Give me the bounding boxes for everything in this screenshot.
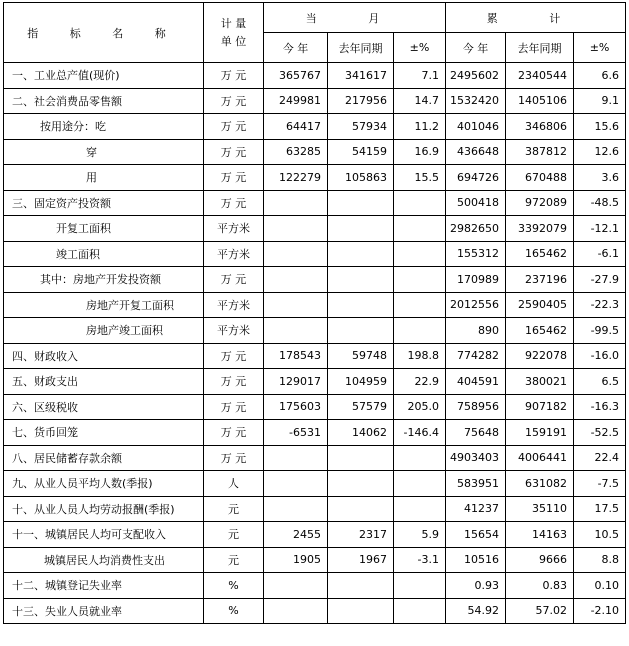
cum-last-year: 159191 — [506, 420, 574, 446]
header-month-change: ±% — [394, 33, 446, 63]
month-change: 5.9 — [394, 522, 446, 548]
month-this-year: -6531 — [264, 420, 328, 446]
cum-this-year: 4903403 — [446, 445, 506, 471]
cum-last-year: 380021 — [506, 369, 574, 395]
indicator-name: 五、财政支出 — [4, 369, 204, 395]
table-row — [4, 573, 626, 599]
unit-cell: 万 元 — [204, 267, 264, 293]
month-change — [394, 267, 446, 293]
unit-cell: 人 — [204, 471, 264, 497]
indicator-name: 十一、城镇居民人均可支配收入 — [4, 522, 204, 548]
cum-change: 22.4 — [574, 445, 626, 471]
cum-this-year: 10516 — [446, 547, 506, 573]
month-last-year — [328, 190, 394, 216]
unit-cell: % — [204, 598, 264, 624]
month-this-year — [264, 241, 328, 267]
month-last-year: 217956 — [328, 88, 394, 114]
unit-cell: 万 元 — [204, 165, 264, 191]
indicator-name: 竣工面积 — [4, 241, 204, 267]
cum-this-year: 2982650 — [446, 216, 506, 242]
unit-cell: 万 元 — [204, 369, 264, 395]
indicator-name: 十三、失业人员就业率 — [4, 598, 204, 624]
header-cum-last-year: 去年同期 — [506, 33, 574, 63]
indicator-name: 九、从业人员平均人数(季报) — [4, 471, 204, 497]
cum-change: -99.5 — [574, 318, 626, 344]
header-unit-line1: 计 量 — [220, 16, 247, 30]
cum-last-year: 9666 — [506, 547, 574, 573]
indicator-name: 八、居民储蓄存款余额 — [4, 445, 204, 471]
cum-change: 0.10 — [574, 573, 626, 599]
month-this-year: 64417 — [264, 114, 328, 140]
cum-last-year: 57.02 — [506, 598, 574, 624]
unit-cell: 元 — [204, 522, 264, 548]
month-last-year — [328, 496, 394, 522]
cum-this-year: 41237 — [446, 496, 506, 522]
header-month-last-year: 去年同期 — [328, 33, 394, 63]
cum-last-year: 631082 — [506, 471, 574, 497]
unit-cell: 万 元 — [204, 63, 264, 89]
table-row — [4, 216, 626, 242]
month-last-year — [328, 241, 394, 267]
month-last-year: 105863 — [328, 165, 394, 191]
header-cum-this-year: 今 年 — [446, 33, 506, 63]
cum-this-year: 890 — [446, 318, 506, 344]
month-this-year — [264, 190, 328, 216]
table-row — [4, 394, 626, 420]
header-month-this-year: 今 年 — [264, 33, 328, 63]
month-change: -146.4 — [394, 420, 446, 446]
cum-change: -52.5 — [574, 420, 626, 446]
month-last-year — [328, 318, 394, 344]
month-this-year — [264, 598, 328, 624]
month-change: 15.5 — [394, 165, 446, 191]
month-change — [394, 573, 446, 599]
unit-cell: 元 — [204, 547, 264, 573]
table-row — [4, 598, 626, 624]
cum-change: -2.10 — [574, 598, 626, 624]
table-header — [4, 3, 626, 63]
cum-change: -48.5 — [574, 190, 626, 216]
month-change: 22.9 — [394, 369, 446, 395]
table-row — [4, 63, 626, 89]
month-change — [394, 241, 446, 267]
cum-change: 9.1 — [574, 88, 626, 114]
unit-cell: 万 元 — [204, 190, 264, 216]
indicator-name: 房地产竣工面积 — [4, 318, 204, 344]
cum-this-year: 436648 — [446, 139, 506, 165]
month-last-year: 2317 — [328, 522, 394, 548]
cum-last-year: 35110 — [506, 496, 574, 522]
cum-this-year: 758956 — [446, 394, 506, 420]
indicator-name: 十、从业人员人均劳动报酬(季报) — [4, 496, 204, 522]
month-change: -3.1 — [394, 547, 446, 573]
indicator-name: 穿 — [4, 139, 204, 165]
month-change: 205.0 — [394, 394, 446, 420]
table-row — [4, 139, 626, 165]
month-last-year — [328, 471, 394, 497]
table-row — [4, 496, 626, 522]
unit-cell: 平方米 — [204, 318, 264, 344]
month-this-year: 1905 — [264, 547, 328, 573]
indicator-name: 其中：房地产开发投资额 — [4, 267, 204, 293]
month-last-year — [328, 216, 394, 242]
month-last-year — [328, 598, 394, 624]
cum-last-year: 14163 — [506, 522, 574, 548]
month-this-year: 249981 — [264, 88, 328, 114]
cum-last-year: 0.83 — [506, 573, 574, 599]
month-this-year: 122279 — [264, 165, 328, 191]
table-row — [4, 88, 626, 114]
cum-this-year: 500418 — [446, 190, 506, 216]
table-row — [4, 471, 626, 497]
cum-change: -6.1 — [574, 241, 626, 267]
month-last-year: 57934 — [328, 114, 394, 140]
month-this-year: 365767 — [264, 63, 328, 89]
unit-cell: 平方米 — [204, 216, 264, 242]
month-change: 198.8 — [394, 343, 446, 369]
table-row — [4, 547, 626, 573]
unit-cell: 万 元 — [204, 445, 264, 471]
cum-change: 17.5 — [574, 496, 626, 522]
month-this-year — [264, 573, 328, 599]
cum-this-year: 15654 — [446, 522, 506, 548]
statistics-table — [3, 2, 626, 624]
month-change — [394, 496, 446, 522]
cum-change: 10.5 — [574, 522, 626, 548]
indicator-name: 七、货币回笼 — [4, 420, 204, 446]
unit-cell: 万 元 — [204, 88, 264, 114]
indicator-name: 按用途分：吃 — [4, 114, 204, 140]
month-change: 14.7 — [394, 88, 446, 114]
unit-cell: 平方米 — [204, 292, 264, 318]
indicator-name: 六、区级税收 — [4, 394, 204, 420]
unit-cell: 平方米 — [204, 241, 264, 267]
cum-last-year: 3392079 — [506, 216, 574, 242]
cum-this-year: 694726 — [446, 165, 506, 191]
cum-change: 15.6 — [574, 114, 626, 140]
month-this-year: 178543 — [264, 343, 328, 369]
month-this-year — [264, 318, 328, 344]
month-last-year — [328, 267, 394, 293]
header-cumulative: 累 计 — [446, 3, 626, 33]
unit-cell: 万 元 — [204, 114, 264, 140]
table-row — [4, 318, 626, 344]
cum-this-year: 75648 — [446, 420, 506, 446]
cum-last-year: 1405106 — [506, 88, 574, 114]
cum-this-year: 1532420 — [446, 88, 506, 114]
month-this-year: 129017 — [264, 369, 328, 395]
month-this-year: 175603 — [264, 394, 328, 420]
cum-last-year: 346806 — [506, 114, 574, 140]
cum-change: 3.6 — [574, 165, 626, 191]
cum-last-year: 165462 — [506, 318, 574, 344]
month-change — [394, 598, 446, 624]
month-this-year — [264, 292, 328, 318]
header-unit-line2: 单 位 — [220, 34, 247, 48]
header-current-month: 当 月 — [264, 3, 446, 33]
month-last-year — [328, 445, 394, 471]
month-this-year — [264, 471, 328, 497]
indicator-name: 房地产开复工面积 — [4, 292, 204, 318]
header-indicator: 指 标 名 称 — [4, 3, 204, 63]
month-last-year: 59748 — [328, 343, 394, 369]
month-last-year: 104959 — [328, 369, 394, 395]
cum-last-year: 2340544 — [506, 63, 574, 89]
month-change — [394, 292, 446, 318]
cum-change: -22.3 — [574, 292, 626, 318]
table-row — [4, 420, 626, 446]
cum-this-year: 2495602 — [446, 63, 506, 89]
indicator-name: 城镇居民人均消费性支出 — [4, 547, 204, 573]
indicator-name: 四、财政收入 — [4, 343, 204, 369]
indicator-name: 二、社会消费品零售额 — [4, 88, 204, 114]
month-last-year: 57579 — [328, 394, 394, 420]
unit-cell: 万 元 — [204, 139, 264, 165]
cum-change: -27.9 — [574, 267, 626, 293]
month-change — [394, 318, 446, 344]
cum-last-year: 165462 — [506, 241, 574, 267]
unit-cell: % — [204, 573, 264, 599]
cum-this-year: 54.92 — [446, 598, 506, 624]
month-last-year: 14062 — [328, 420, 394, 446]
cum-change: 6.6 — [574, 63, 626, 89]
month-last-year: 341617 — [328, 63, 394, 89]
cum-last-year: 972089 — [506, 190, 574, 216]
month-this-year: 63285 — [264, 139, 328, 165]
month-this-year — [264, 445, 328, 471]
month-change — [394, 190, 446, 216]
cum-change: -7.5 — [574, 471, 626, 497]
indicator-name: 用 — [4, 165, 204, 191]
cum-last-year: 237196 — [506, 267, 574, 293]
cum-last-year: 2590405 — [506, 292, 574, 318]
cum-this-year: 2012556 — [446, 292, 506, 318]
indicator-name: 开复工面积 — [4, 216, 204, 242]
cum-change: 12.6 — [574, 139, 626, 165]
cum-this-year: 583951 — [446, 471, 506, 497]
month-change: 11.2 — [394, 114, 446, 140]
cum-change: -12.1 — [574, 216, 626, 242]
indicator-name: 十二、城镇登记失业率 — [4, 573, 204, 599]
indicator-name: 一、工业总产值(现价) — [4, 63, 204, 89]
month-change — [394, 471, 446, 497]
cum-last-year: 387812 — [506, 139, 574, 165]
cum-last-year: 907182 — [506, 394, 574, 420]
cum-this-year: 170989 — [446, 267, 506, 293]
cum-last-year: 922078 — [506, 343, 574, 369]
month-this-year: 2455 — [264, 522, 328, 548]
header-cum-change: ±% — [574, 33, 626, 63]
month-change — [394, 216, 446, 242]
month-change: 7.1 — [394, 63, 446, 89]
table-row — [4, 343, 626, 369]
month-last-year — [328, 573, 394, 599]
cum-last-year: 4006441 — [506, 445, 574, 471]
unit-cell: 元 — [204, 496, 264, 522]
unit-cell: 万 元 — [204, 420, 264, 446]
cum-this-year: 404591 — [446, 369, 506, 395]
header-unit — [204, 3, 264, 63]
cum-this-year: 0.93 — [446, 573, 506, 599]
unit-cell: 万 元 — [204, 394, 264, 420]
cum-this-year: 401046 — [446, 114, 506, 140]
table-row — [4, 292, 626, 318]
month-change — [394, 445, 446, 471]
cum-last-year: 670488 — [506, 165, 574, 191]
cum-change: -16.0 — [574, 343, 626, 369]
month-change: 16.9 — [394, 139, 446, 165]
cum-this-year: 774282 — [446, 343, 506, 369]
cum-change: 8.8 — [574, 547, 626, 573]
table-row — [4, 369, 626, 395]
table-row — [4, 241, 626, 267]
month-this-year — [264, 267, 328, 293]
table-row — [4, 445, 626, 471]
cum-change: -16.3 — [574, 394, 626, 420]
indicator-name: 三、固定资产投资额 — [4, 190, 204, 216]
table-body — [4, 63, 626, 624]
month-last-year — [328, 292, 394, 318]
table-row — [4, 190, 626, 216]
cum-this-year: 155312 — [446, 241, 506, 267]
table-row — [4, 267, 626, 293]
cum-change: 6.5 — [574, 369, 626, 395]
month-this-year — [264, 216, 328, 242]
table-row — [4, 114, 626, 140]
table-row — [4, 522, 626, 548]
unit-cell: 万 元 — [204, 343, 264, 369]
month-last-year: 1967 — [328, 547, 394, 573]
month-last-year: 54159 — [328, 139, 394, 165]
table-row — [4, 165, 626, 191]
month-this-year — [264, 496, 328, 522]
